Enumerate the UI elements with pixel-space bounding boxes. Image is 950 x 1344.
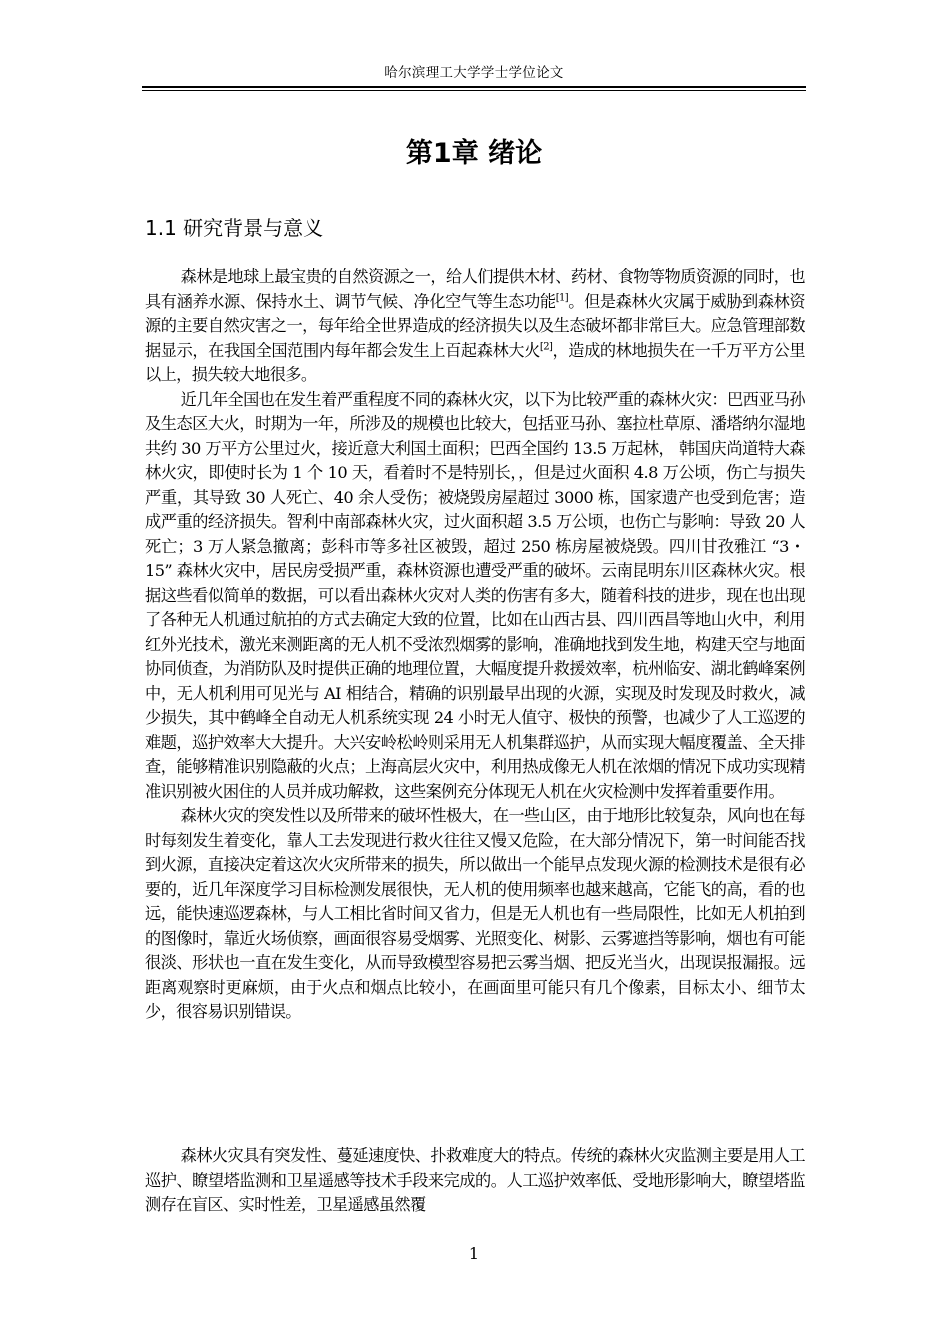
paragraph-2: 近几年全国也在发生着严重程度不同的森林火灾，以下为比较严重的森林火灾：巴西亚马孙及生态区大火，时期为一年，所涉及的规模也比较大，包括亚马孙、塞拉杜草原、潘塔纳尔湿地共约 30 万平方公里过火，接近意大利国土面积；巴西全国约 13.5 万起林， 韩国庆尚道特大森林火灾，即使时长为 1 个 10 天，看着时不是特别长，，但是过火面积 4.8 万公顷，伤亡与损失严重，其导致 30 人死亡、40 余人受伤；被烧毁房屋超过 3000 栋，国家遗产也受到危害；造成严重的经济损失。智利中南部森林火灾，过火面积超 3.5 万公顷，也伤亡与影响：导致 20 人死亡；3 万人紧急撤离；彭科市等多社区被毁，超过 250 栋房屋被烧毁。四川甘孜雅江 “3・15” 森林火灾中，居民房受损严重，森林资源也遭受严重的破坏。云南昆明东川区森林火灾。根据这些看似简单的数据，可以看出森林火灾对人类的伤害有多大，随着科技的进步，现在也出现了各种无人机通过航拍的方式去确定大致的位置，比如在山西古县、四川西昌等地山火中，利用红外光技术，激光来测距离的无人机不受浓烈烟雾的影响，准确地找到发生地，构建天空与地面协同侦查，为消防队及时提供正确的地理位置，大幅度提升救援效率，杭州临安、湖北鹤峰案例中，无人机利用可见光与 AI 相结合，精确的识别最早出现的火源，实现及时发现及时救火，减少损失，其中鹤峰全自动无人机系统实现 24 小时无人值守、极快的预警，也减少了人工巡逻的难题，巡护效率大大提升。大兴安岭松岭则采用无人机集群巡护，从而实现大幅度覆盖、全天排查，能够精准识别隐蔽的火点；上海高层火灾中，利用热成像无人机在浓烟的情况下成功实现精准识别被火困住的人员并成功解救，这些案例充分体现无人机在火灾检测中发挥着重要作用。 xyxy=(145,389,805,801)
body-text xyxy=(145,265,805,1025)
chapter-title: 第1章 绪论 xyxy=(405,138,543,169)
paragraph-3: 森林火灾的突发性以及所带来的破坏性极大，在一些山区，由于地形比较复杂，风向也在每时每刻发生着变化，靠人工去发现进行救火往往又慢又危险，在大部分情况下，第一时间能否找到火源，直接决定着这次火灾所带来的损失，所以做出一个能早点发现火源的检测技术是很有必要的，近几年深度学习目标检测发展很快，无人机的使用频率也越来越高，它能飞的高，看的也远，能快速巡逻森林，与人工相比省时间又省力，但是无人机也有一些局限性，比如无人机拍到的图像时，靠近火场侦察，画面很容易受烟雾、光照变化、树影、云雾遮挡等影响，烟也有可能很淡、形状也一直在发生变化，从而导致模型容易把云雾当烟、把反光当火，出现误报漏报。远距离观察时更麻烦，由于火点和烟点比较小，在画面里可能只有几个像素，目标太小、细节太少，很容易识别错误。 xyxy=(145,806,805,1021)
page-number: 1 xyxy=(468,1244,480,1263)
paragraph-1-text-c: ，造成的林地损失在一千万平方公里以上，损失较大地很多。 xyxy=(145,340,805,384)
header-rule-thin xyxy=(142,90,806,91)
paragraph-1-text-b: 。但是森林火灾属于威胁到森林资源的主要自然灾害之一，每年给全世界造成的经济损失以及生态破坏都非常巨大。应急管理部数据显示，在我国全国范围内每年都会发生上百起森林大火 xyxy=(145,291,805,360)
paragraph-4: 森林火灾具有突发性、蔓延速度快、扑救难度大的特点。传统的森林火灾监测主要是用人工巡护、瞭望塔监测和卫星遥感等技术手段来完成的。人工巡护效率低、受地形影响大，瞭望塔监测存在盲区、实时性差，卫星遥感虽然覆 xyxy=(145,1146,805,1214)
citation-2: [2] xyxy=(539,341,553,353)
citation-1: [1] xyxy=(555,292,569,304)
paragraph-1-text-a: 森林是地球上最宝贵的自然资源之一，给人们提供木材、药材、食物等物质资源的同时，也具有涵养水源、保持水土、调节气候、净化空气等生态功能 xyxy=(145,267,805,311)
running-header: 哈尔滨理工大学学士学位论文 xyxy=(384,65,564,81)
paragraph-1 xyxy=(145,265,805,388)
body-text-continued xyxy=(145,1144,805,1218)
section-title: 1.1 研究背景与意义 xyxy=(145,216,324,240)
header-rule-thick xyxy=(142,86,806,88)
